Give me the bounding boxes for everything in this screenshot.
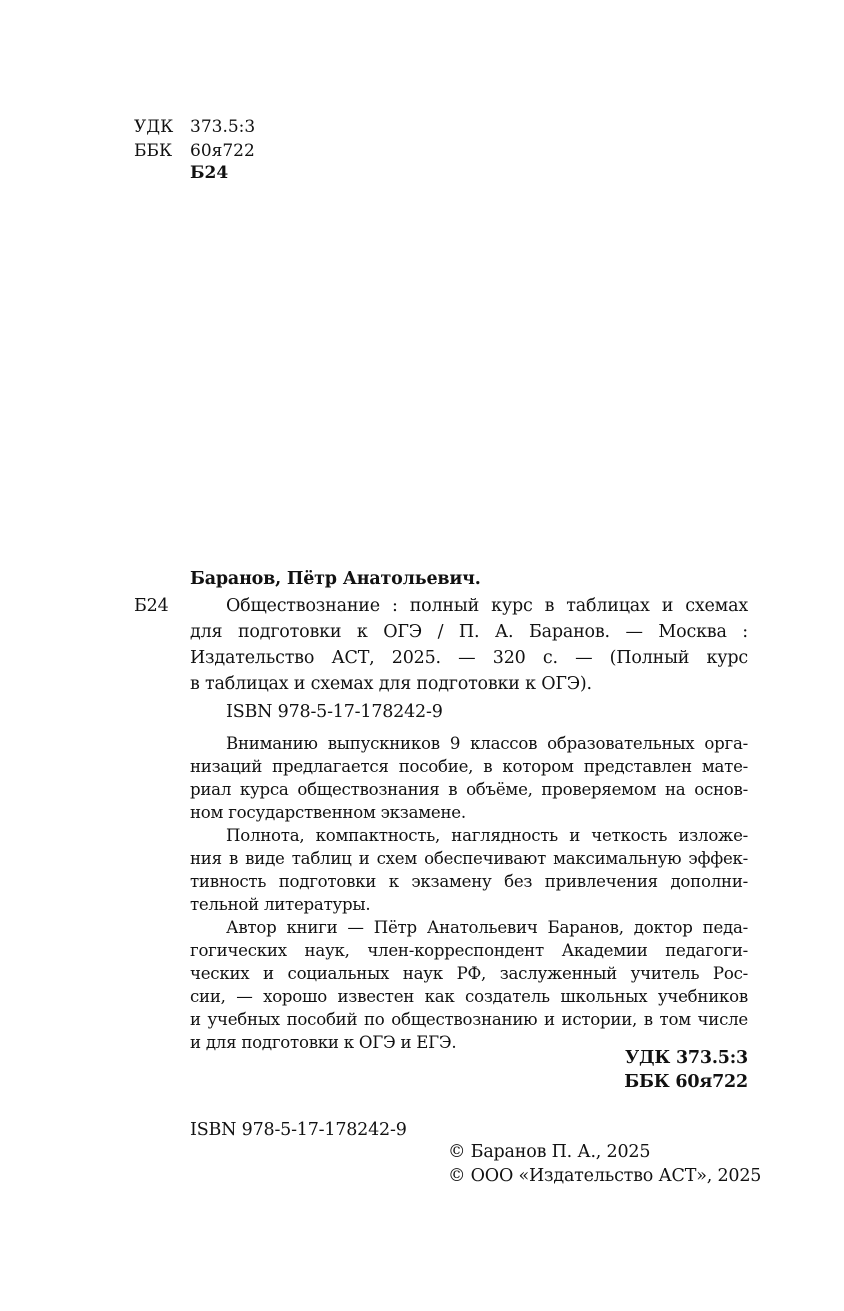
author-mark-card: Б24	[134, 596, 169, 616]
annotation-line: Полнота, компактность, наглядность и четкость изложе-	[226, 826, 748, 845]
bbk-right: ББК 60я722	[624, 1072, 748, 1092]
description-line: для подготовки к ОГЭ / П. А. Баранов. — Москва :	[190, 622, 748, 642]
description-line: Издательство АСТ, 2025. — 320 с. — (Полный курс	[190, 648, 748, 668]
annotation-line: низаций предлагается пособие, в котором представлен мате-	[190, 757, 748, 776]
annotation-line: Вниманию выпускников 9 классов образовательных орга-	[226, 734, 748, 753]
annotation-line: ческих и социальных наук РФ, заслуженный учитель Рос-	[190, 964, 748, 983]
annotation-line: ния в виде таблиц и схем обеспечивают максимальную эффек-	[190, 849, 748, 868]
annotation-line: сии, — хорошо известен как создатель школьных учебников	[190, 987, 748, 1006]
description-line: в таблицах и схемах для подготовки к ОГЭ).	[190, 674, 592, 694]
copyright-publisher: © ООО «Издательство АСТ», 2025	[448, 1166, 762, 1186]
bbk-code: 60я722	[190, 141, 255, 161]
udk-code: 373.5:3	[190, 117, 256, 137]
annotation-line: ном государственном экзамене.	[190, 803, 466, 822]
annotation-line: тельной литературы.	[190, 895, 371, 914]
annotation-line: гогических наук, член-корреспондент Академии педагоги-	[190, 941, 748, 960]
footer-isbn: ISBN 978-5-17-178242-9	[190, 1120, 407, 1140]
udk-label: УДК	[134, 117, 174, 137]
annotation-line: риал курса обществознания в объёме, проверяемом на основ-	[190, 780, 748, 799]
annotation-line: и для подготовки к ОГЭ и ЕГЭ.	[190, 1033, 457, 1052]
author-heading: Баранов, Пётр Анатольевич.	[190, 569, 481, 589]
copyright-author: © Баранов П. А., 2025	[448, 1142, 651, 1162]
annotation-line: тивность подготовки к экзамену без привлечения дополни-	[190, 872, 748, 891]
annotation-line: Автор книги — Пётр Анатольевич Баранов, доктор педа-	[226, 918, 748, 937]
description-line: Обществознание : полный курс в таблицах и схемах	[226, 596, 748, 616]
udk-right: УДК 373.5:3	[624, 1048, 748, 1068]
author-mark-top: Б24	[190, 163, 229, 183]
bbk-label: ББК	[134, 141, 173, 161]
isbn-line: ISBN 978-5-17-178242-9	[226, 702, 443, 722]
annotation-line: и учебных пособий по обществознанию и истории, в том числе	[190, 1010, 748, 1029]
